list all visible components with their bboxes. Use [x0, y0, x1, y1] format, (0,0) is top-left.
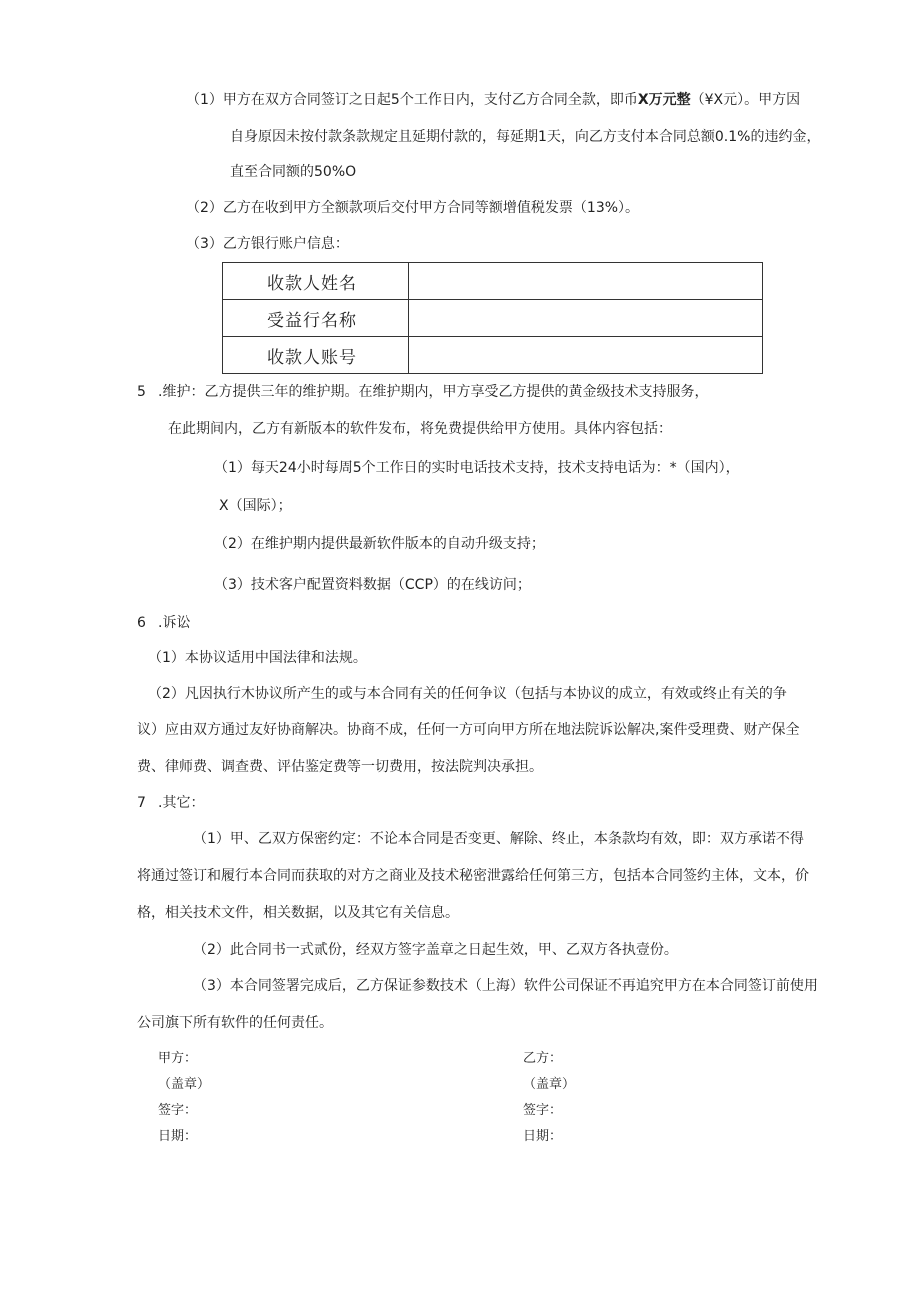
maintenance-heading: .维护：乙方提供三年的维护期。在维护期内，甲方享受乙方提供的黄金级技术支持服务， — [158, 384, 709, 400]
payment-item-1-text-a: （1）甲方在双方合同签订之日起5个工作日内，支付乙方合同全款，即币 — [186, 92, 638, 108]
table-row — [223, 300, 763, 337]
bank-value-beneficiary-bank — [409, 300, 763, 337]
bank-label-account-number: 收款人账号 — [223, 337, 409, 374]
other-heading: .其它： — [158, 795, 205, 811]
bank-value-account-number — [409, 337, 763, 374]
payment-item-1-line-2: 自身原因未按付款条款规定且延期付款的，每延期1天，向乙方支付本合同总额0.1%的违约金， — [230, 129, 821, 145]
other-item-1-line-3: 格，相关技术文件，相关数据，以及其它有关信息。 — [137, 905, 459, 921]
payment-item-3: （3）乙方银行账户信息： — [186, 236, 349, 252]
maintenance-item-2: （2）在维护期内提供最新软件版本的自动升级支持； — [214, 536, 545, 552]
other-number: 7 — [137, 795, 146, 811]
maintenance-item-1-line-2: X（国际）； — [219, 498, 292, 514]
litigation-item-2-line-3: 费、律师费、调查费、评估鉴定费等一切费用，按法院判决承担。 — [137, 759, 543, 775]
payment-item-1-line-3: 直至合同额的50%O — [230, 164, 357, 180]
party-a-seal: （盖章） — [158, 1077, 211, 1092]
bank-account-table — [222, 262, 763, 374]
maintenance-item-1-line-1: （1）每天24小时每周5个工作日的实时电话技术支持，技术支持电话为：*（国内）， — [214, 460, 740, 476]
other-item-3-line-2: 公司旗下所有软件的任何责任。 — [137, 1015, 333, 1031]
bank-value-payee-name — [409, 263, 763, 300]
other-item-2: （2）此合同书一式贰份，经双方签字盖章之日起生效，甲、乙双方各执壹份。 — [193, 942, 678, 958]
maintenance-line-2: 在此期间内，乙方有新版本的软件发布，将免费提供给甲方使用。具体内容包括： — [168, 421, 672, 437]
litigation-item-1: （1）本协议适用中国法律和法规。 — [148, 650, 367, 666]
maintenance-item-3: （3）技术客户配置资料数据（CCP）的在线访问； — [214, 577, 531, 593]
litigation-heading: .诉讼 — [158, 615, 191, 631]
other-item-1-line-1: （1）甲、乙双方保密约定：不论本合同是否变更、解除、终止，本条款均有效，即：双方承诺不得 — [193, 831, 804, 847]
party-b-sign: 签字： — [523, 1103, 563, 1118]
party-b-seal: （盖章） — [523, 1077, 576, 1092]
party-b-date: 日期： — [523, 1129, 563, 1144]
litigation-item-2-line-2: 议）应由双方通过友好协商解决。协商不成，任何一方可向甲方所在地法院诉讼解决,案件受理费、财产保全 — [137, 722, 800, 738]
party-a-date: 日期： — [158, 1129, 198, 1144]
bank-label-payee-name: 收款人姓名 — [223, 263, 409, 300]
payment-item-2: （2）乙方在收到甲方全额款项后交付甲方合同等额增值税发票（13%）。 — [186, 200, 640, 216]
bank-label-beneficiary-bank: 受益行名称 — [223, 300, 409, 337]
other-item-3-line-1: （3）本合同签署完成后，乙方保证参数技术（上海）软件公司保证不再追究甲方在本合同签订前使用 — [193, 978, 818, 994]
table-row — [223, 337, 763, 374]
payment-item-1-line-1 — [186, 91, 800, 109]
table-row — [223, 263, 763, 300]
payment-amount: X万元整 — [637, 92, 691, 108]
other-item-1-line-2: 将通过签订和履行本合同而获取的对方之商业及技术秘密泄露给任何第三方，包括本合同签约主体，文本，价 — [137, 868, 809, 884]
litigation-number: 6 — [137, 615, 146, 631]
payment-item-1-text-b: （¥X元）。甲方因 — [690, 92, 801, 108]
party-a-sign: 签字： — [158, 1103, 198, 1118]
party-b-label: 乙方： — [523, 1051, 563, 1066]
maintenance-number: 5 — [137, 384, 146, 400]
party-a-label: 甲方： — [158, 1051, 198, 1066]
litigation-item-2-line-1: （2）凡因执行木协议所产生的或与本合同有关的任何争议（包括与本协议的成立，有效或终止有关的争 — [148, 686, 787, 702]
